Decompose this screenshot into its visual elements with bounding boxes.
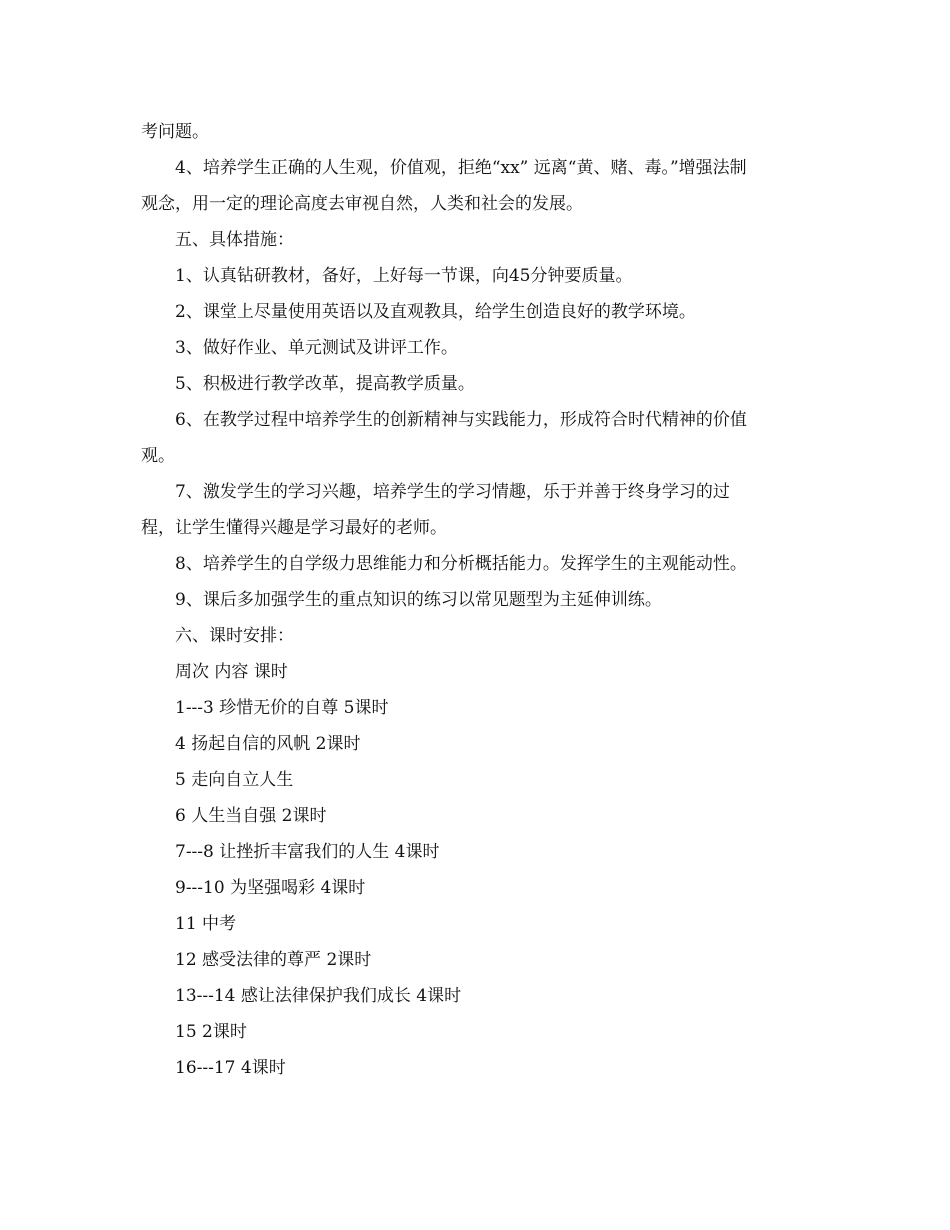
document-body [141,114,809,1086]
text-line: 1---3 珍惜无价的自尊 5课时 [175,698,389,718]
text-line: 2、课堂上尽量使用英语以及直观教具，给学生创造良好的教学环境。 [175,302,696,322]
text-line: 1、认真钻研教材，备好，上好每一节课，向45分钟要质量。 [175,266,633,286]
text-line: 周次 内容 课时 [175,662,288,682]
text-line: 5、积极进行教学改革，提高教学质量。 [175,374,475,394]
text-line: 六、课时安排： [175,626,294,646]
text-line: 16---17 4课时 [175,1058,286,1078]
text-line: 观。 [141,446,175,466]
text-line: 观念，用一定的理论高度去审视自然，人类和社会的发展。 [141,194,583,214]
text-line: 15 2课时 [175,1022,247,1042]
text-line: 3、做好作业、单元测试及讲评工作。 [175,338,458,358]
text-line: 8、培养学生的自学级力思维能力和分析概括能力。发挥学生的主观能动性。 [175,554,747,574]
text-line: 7、激发学生的学习兴趣，培养学生的学习情趣，乐于并善于终身学习的过 [175,482,730,502]
text-line: 6、在教学过程中培养学生的创新精神与实践能力，形成符合时代精神的价值 [175,410,747,430]
text-line: 4 扬起自信的风帆 2课时 [175,734,361,754]
text-line: 五、具体措施： [175,230,294,250]
text-line: 考问题。 [141,122,209,142]
text-line: 9、课后多加强学生的重点知识的练习以常见题型为主延伸训练。 [175,590,662,610]
text-line: 5 走向自立人生 [175,770,294,790]
text-line: 4、培养学生正确的人生观，价值观，拒绝“xx” 远离“黄、赌、毒。”增强法制 [175,158,747,178]
text-line: 6 人生当自强 2课时 [175,806,327,826]
text-line: 程，让学生懂得兴趣是学习最好的老师。 [141,518,447,538]
text-line: 12 感受法律的尊严 2课时 [175,950,372,970]
text-line: 7---8 让挫折丰富我们的人生 4课时 [175,842,440,862]
text-line: 9---10 为坚强喝彩 4课时 [175,878,366,898]
text-line: 11 中考 [175,914,237,934]
text-line: 13---14 感让法律保护我们成长 4课时 [175,986,462,1006]
